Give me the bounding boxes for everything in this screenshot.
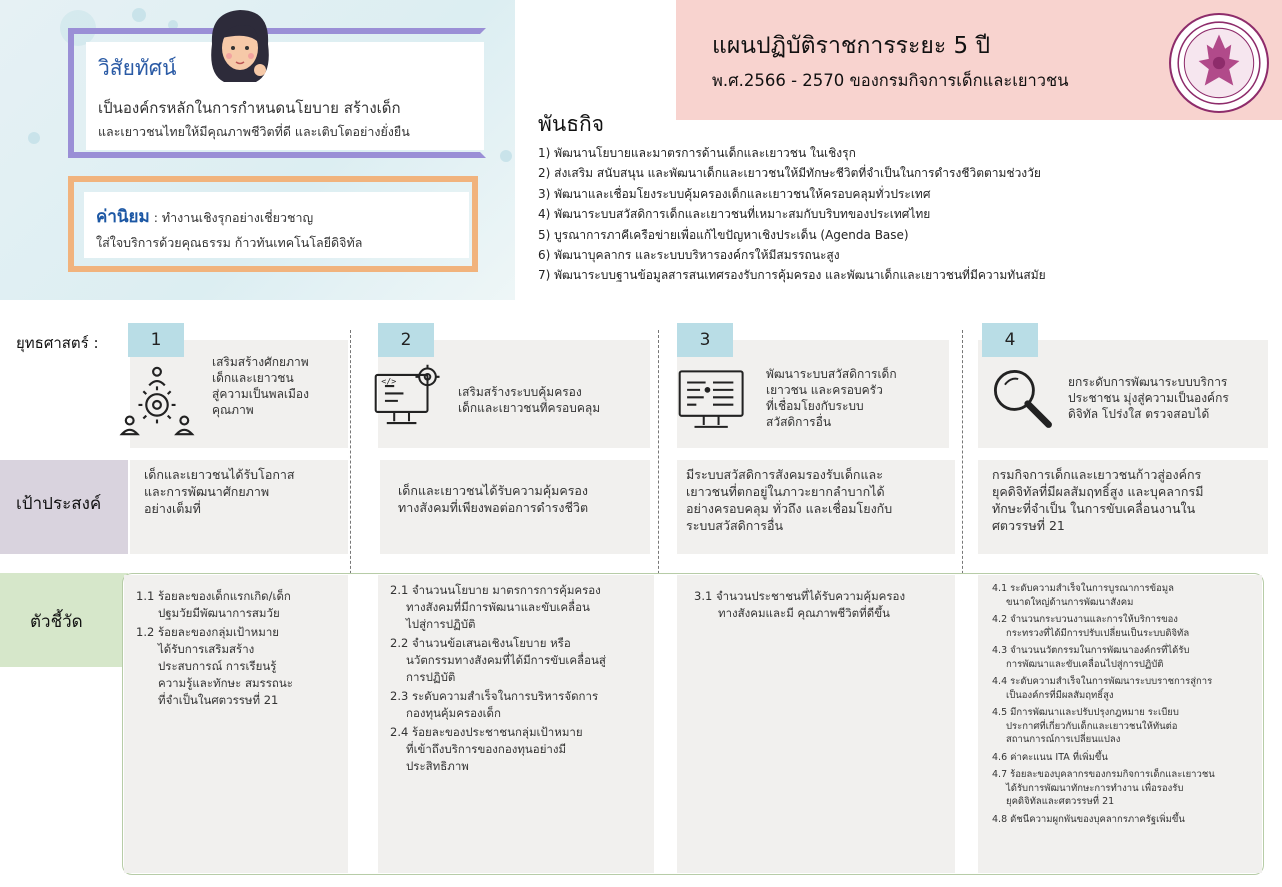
indicator-line: 4.3 จำนวนนวัตกรรมในการพัฒนาองค์กรที่ได้รับ [992,645,1190,656]
indicator-line: 2.2 จำนวนข้อเสนอเชิงนโยบาย หรือ [390,636,571,650]
indicator-item [136,624,293,709]
strategy-number-2: 2 [378,323,434,357]
indicator-item [694,588,905,622]
indicator-line: 1.1 ร้อยละของเด็กแรกเกิด/เด็ก [136,589,291,603]
strategy-text-line: เยาวชน และครอบครัว [766,383,883,397]
indicator-line: กองทุนคุ้มครองเด็ก [406,706,501,720]
strategy-text-3 [766,366,897,430]
strategy-text-line: เสริมสร้างระบบคุ้มครอง [458,385,582,399]
values-line-2: ใส่ใจบริการด้วยคุณธรรม ก้าวทันเทคโนโลยีดิจิทัล [96,235,363,250]
indicator-line: ทางสังคมที่มีการพัฒนาและขับเคลื่อน [406,600,590,614]
page-subtitle: พ.ศ.2566 - 2570 ของกรมกิจการเด็กและเยาวชน [712,71,1069,90]
strategy-number-1: 1 [128,323,184,357]
strategy-text-line: ยกระดับการพัฒนาระบบบริการ [1068,375,1228,389]
indicator-text-1 [136,588,293,711]
indicator-line: 4.8 ดัชนีความผูกพันของบุคลากรภาครัฐเพิ่มขึ้น [992,813,1185,825]
indicator-line: ประสบการณ์ การเรียนรู้ [158,659,277,673]
strategy-label: ยุทธศาสตร์ : [16,334,99,352]
indicator-line: ปฐมวัยมีพัฒนาการสมวัย [158,606,280,620]
strategy-text-line: เสริมสร้างศักยภาพ [212,355,309,369]
mission-item: 1) พัฒนานโยบายและมาตรการด้านเด็กและเยาวชน ในเชิงรุก [538,146,856,160]
indicator-item [992,675,1215,702]
goal-text-1 [144,466,295,517]
decor-dot [500,150,512,162]
goal-text-line: กรมกิจการเด็กและเยาวชนก้าวสู่องค์กร [992,467,1202,482]
indicators-label: ตัวชี้วัด [30,612,83,632]
goal-text-line: เด็กและเยาวชนได้รับโอกาส [144,467,295,482]
strategy-text-line: ดิจิทัล โปร่งใส ตรวจสอบได้ [1068,407,1210,421]
indicator-line: ความรู้และทักษะ สมรรถนะ [158,676,293,690]
indicator-line: 4.5 มีการพัฒนาและปรับปรุงกฎหมาย ระเบียบ [992,707,1179,718]
strategy-number-4: 4 [982,323,1038,357]
indicator-item [992,613,1215,640]
strategy-text-line: สู่ความเป็นพลเมือง [212,387,310,401]
goal-text-line: อย่างครอบคลุม ทั่วถึง และเชื่อมโยงกับ [686,501,893,516]
indicator-line: 1.2 ร้อยละของกลุ่มเป้าหมาย [136,625,280,639]
strategy-text-line: เด็กและเยาวชนที่ครอบคลุม [458,401,601,415]
indicator-item [390,688,606,722]
indicator-item [390,635,606,686]
indicator-line: สถานการณ์การเปลี่ยนแปลง [1006,734,1121,745]
indicator-item [992,751,1215,765]
goal-text-line: และการพัฒนาศักยภาพ [144,484,270,499]
indicator-line: 3.1 จำนวนประชาชนที่ได้รับความคุ้มครอง [694,589,906,603]
values-line-1 [96,203,313,230]
indicator-line: ประกาศที่เกี่ยวกับเด็กและเยาวชนให้ทันต่อ [1006,720,1178,732]
team-gear-icon [118,362,196,440]
strategy-text-line: สวัสดิการอื่น [766,415,832,429]
goal-text-line: อย่างเต็มที่ [144,501,201,516]
girl-illustration-icon [200,4,278,86]
mission-item: 2) ส่งเสริม สนับสนุน และพัฒนาเด็กและเยาวชนให้มีทักษะชีวิตที่จำเป็นในการดำรงชีวิตตามช่วงวัย [538,166,1041,181]
mission-item: 4) พัฒนาระบบสวัสดิการเด็กและเยาวชนที่เหมาะสมกับบริบทของประเทศไทย [538,207,931,222]
page-title: แผนปฏิบัติราชการระยะ 5 ปี [712,33,991,59]
strategy-text-line: เด็กและเยาวชน [212,371,294,385]
indicator-item [992,644,1215,671]
goal-text-line: ศตวรรษที่ 21 [992,518,1065,533]
decor-dot [132,8,146,22]
indicator-item [992,813,1215,827]
goals-label: เป้าประสงค์ [16,494,102,514]
mission-item: 6) พัฒนาบุคลากร และระบบบริหารองค์กรให้มีสมรรถนะสูง [538,248,840,263]
mission-list [538,143,1046,286]
goal-text-line: มีระบบสวัสดิการสังคมรองรับเด็กและ [686,467,883,482]
indicator-item [136,588,293,622]
values-line-1-text: : ทำงานเชิงรุกอย่างเชี่ยวชาญ [149,210,314,225]
strategy-text-4 [1068,374,1229,422]
indicator-line: 2.4 ร้อยละของประชาชนกลุ่มเป้าหมาย [390,725,583,739]
indicator-line: 4.2 จำนวนกระบวนงานและการให้บริการของ [992,614,1178,625]
strategy-text-line: พัฒนาระบบสวัสดิการเด็ก [766,367,897,381]
strategy-text-1 [212,354,309,418]
indicator-line: การปฏิบัติ [406,670,456,684]
mission-item: 7) พัฒนาระบบฐานข้อมูลสารสนเทศรองรับการคุ้มครอง และพัฒนาเด็กและเยาวชนที่มีความทันสมัย [538,268,1046,283]
goal-text-2 [398,482,588,516]
goal-text-line: เด็กและเยาวชนได้รับความคุ้มครอง [398,483,589,498]
goal-text-line: เยาวชนที่ตกอยู่ในภาวะยากลำบากได้ [686,484,885,499]
indicator-item [992,706,1215,747]
indicator-text-3 [694,588,905,624]
magnifier-icon [984,360,1060,436]
vision-line-2: และเยาวชนไทยให้มีคุณภาพชีวิตที่ดี และเติบโตอย่างยั่งยืน [98,124,410,139]
vision-title: วิสัยทัศน์ [98,56,177,80]
indicator-line: ได้รับการเสริมสร้าง [158,642,255,656]
svg-text:</>: </> [381,376,397,387]
values-title: ค่านิยม [96,207,150,227]
monitor-code-gear-icon [372,362,446,436]
indicator-item [992,582,1215,609]
strategy-number-3: 3 [677,323,733,357]
indicator-item [390,724,606,775]
goal-text-line: ทักษะที่จำเป็น ในการขับเคลื่อนงานใน [992,501,1196,516]
indicator-text-2 [390,582,606,777]
strategy-text-2 [458,384,600,416]
indicator-line: 2.3 ระดับความสำเร็จในการบริหารจัดการ [390,689,599,703]
strategy-text-line: คุณภาพ [212,403,254,417]
indicator-line: 2.1 จำนวนนโยบาย มาตรการการคุ้มครอง [390,583,601,597]
indicator-line: ได้รับการพัฒนาทักษะการทำงาน เพื่อรองรับ [1006,782,1184,794]
strategy-text-line: ประชาชน มุ่งสู่ความเป็นองค์กร [1068,391,1229,405]
goal-text-4 [992,466,1203,534]
indicator-line: นวัตกรรมทางสังคมที่ได้มีการขับเคลื่อนสู่ [406,653,606,667]
strategy-text-line: ที่เชื่อมโยงกับระบบ [766,399,864,413]
indicator-line: ขนาดใหญ่ด้านการพัฒนาสังคม [1006,596,1134,608]
mission-item: 5) บูรณาการภาคีเครือข่ายเพื่อแก้ไขปัญหาเชิงประเด็น (Agenda Base) [538,227,909,242]
indicator-line: กระทรวงที่ได้มีการปรับเปลี่ยนเป็นระบบดิจิทัล [1006,627,1190,639]
indicator-item [992,768,1215,809]
indicator-line: ที่เข้าถึงบริการของกองทุนอย่างมี [406,742,567,756]
department-seal-icon [1168,12,1270,114]
goal-text-line: ทางสังคมที่เพียงพอต่อการดำรงชีวิต [398,500,589,515]
indicator-line: 4.6 ค่าคะแนน ITA ที่เพิ่มขึ้น [992,751,1108,763]
goal-text-3 [686,466,892,534]
decor-dot [28,132,40,144]
indicator-text-4 [992,582,1215,830]
goal-text-line: ยุคดิจิทัลที่มีผลสัมฤทธิ์สูง และบุคลากรมี [992,484,1204,499]
indicator-line: การพัฒนาและขับเคลื่อนไปสู่การปฏิบัติ [1006,658,1164,670]
indicator-line: ทางสังคมและมี คุณภาพชีวิตที่ดีขึ้น [718,606,890,620]
indicator-line: ยุคดิจิทัลและศตวรรษที่ 21 [1006,796,1115,807]
monitor-dashboard-icon [676,364,750,438]
indicator-line: ไปสู่การปฏิบัติ [406,617,476,631]
indicator-line: 4.1 ระดับความสำเร็จในการบูรณาการข้อมูล [992,583,1174,594]
mission-item: 3) พัฒนาและเชื่อมโยงระบบคุ้มครองเด็กและเยาวชนให้ครอบคลุมทั่วประเทศ [538,186,931,201]
indicator-line: 4.7 ร้อยละของบุคลากรของกรมกิจการเด็กและเยาวชน [992,769,1215,780]
goal-text-line: ระบบสวัสดิการอื่น [686,518,784,533]
indicator-line: ประสิทธิภาพ [406,759,469,773]
indicator-line: เป็นองค์กรที่มีผลสัมฤทธิ์สูง [1006,689,1114,701]
vision-line-1: เป็นองค์กรหลักในการกำหนดนโยบาย สร้างเด็ก [98,99,401,117]
indicator-line: 4.4 ระดับความสำเร็จในการพัฒนาระบบราชการสู่การ [992,676,1213,687]
mission-title: พันธกิจ [538,112,605,136]
indicator-line: ที่จำเป็นในศตวรรษที่ 21 [158,693,279,707]
indicator-item [390,582,606,633]
